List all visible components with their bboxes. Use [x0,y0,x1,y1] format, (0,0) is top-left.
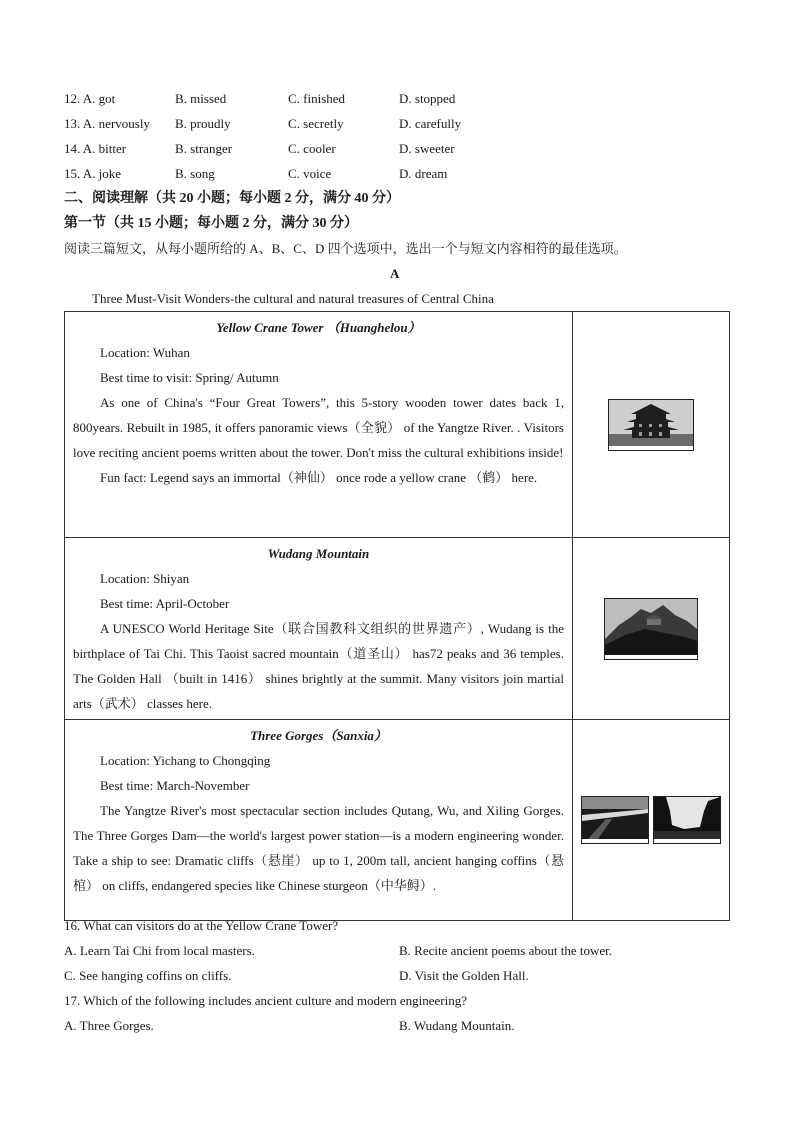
option-a: 15. A. joke [64,166,122,181]
three-gorges-photos [581,796,721,844]
option-b: B. missed [175,91,227,106]
question-17-option-b: B. Wudang Mountain. [399,1018,515,1033]
option-d: D. stopped [399,91,456,106]
wonder-title: Three Gorges（Sanxia） [250,728,387,743]
question-16-option-a: A. Learn Tai Chi from local masters. [64,943,255,958]
question-16-option-b: B. Recite ancient poems about the tower. [399,943,612,958]
option-a: 13. A. nervously [64,116,150,131]
part-heading: 第一节（共 15 小题；每小题 2 分，满分 30 分） [64,216,358,231]
wonder-location: Location: Shiyan [100,571,190,586]
question-17-option-a: A. Three Gorges. [64,1018,154,1033]
question-16-option-c: C. See hanging coffins on cliffs. [64,968,232,983]
option-c: C. voice [288,166,332,181]
wonder-text-cell [65,720,573,921]
wudang-mountain-photo [604,598,698,660]
option-d: D. dream [399,166,448,181]
option-a: 12. A. got [64,91,116,106]
wonder-description: A UNESCO World Heritage Site（联合国教科文组织的世界遗产）, Wudang is the birthplace of Tai Chi. This Taoist sacred mountain（道圣山） has72 peaks and 36 temples. The Golden Hall （built in 1416） shines brightly at the summit. Many visitors join martial arts（武术） classes here. [73,621,564,711]
option-c: C. cooler [288,141,336,156]
wonder-text-cell [65,538,573,720]
wonder-title: Yellow Crane Tower （Huanghelou） [216,320,421,335]
three-gorges-dam-photo [581,796,649,844]
wonder-description: As one of China's “Four Great Towers”, this 5-story wooden tower dates back 1, 800years. Rebuilt in 1985, it offers panoramic views（全貌） of the Yangtze River. . Visitors love reciting ancient poems written about the tower. Don't miss the cultural exhibitions inside! [73,395,564,460]
option-b: B. stranger [175,141,233,156]
question-17-stem: 17. Which of the following includes ancient culture and modern engineering? [64,993,467,1008]
wonder-text-cell [65,312,573,538]
yellow-crane-tower-photo [608,399,694,451]
wonder-description: The Yangtze River's most spectacular section includes Qutang, Wu, and Xiling Gorges. The Three Gorges Dam—the world's largest power station—is a modern engineering wonder. Take a ship to see: Dramatic cliffs（悬崖） up to 1, 200m tall, ancient hanging coffins（悬棺） on cliffs, endangered species like Chinese sturgeon（中华鲟）. [73,803,564,893]
instruction-text: 阅读三篇短文，从每小题所给的 A、B、C、D 四个选项中，选出一个与短文内容相符的最佳选项。 [64,241,627,256]
passage-letter: A [390,266,400,281]
wonder-row-wudang-mountain [65,538,730,720]
wonder-image-cell [573,312,730,538]
passage-title: Three Must-Visit Wonders-the cultural and natural treasures of Central China [92,291,494,306]
option-row-15 [64,165,584,183]
option-row-13 [64,115,584,133]
option-b: B. proudly [175,116,231,131]
option-row-12 [64,90,584,108]
option-c: C. secretly [288,116,344,131]
wonder-title: Wudang Mountain [267,546,370,561]
option-d: D. sweeter [399,141,455,156]
wonders-table [64,311,730,921]
wonder-image-cell [573,538,730,720]
wonder-best-time: Best time: March-November [100,778,250,793]
option-d: D. carefully [399,116,462,131]
wonder-row-three-gorges [65,720,730,921]
wonder-row-yellow-crane-tower [65,312,730,538]
question-16-stem: 16. What can visitors do at the Yellow Crane Tower? [64,918,339,933]
question-16-option-d: D. Visit the Golden Hall. [399,968,529,983]
wonder-location: Location: Wuhan [100,345,190,360]
option-a: 14. A. bitter [64,141,127,156]
wonder-fun-fact: Fun fact: Legend says an immortal（神仙） once rode a yellow crane （鹤） here. [100,470,538,485]
wonder-best-time: Best time to visit: Spring/ Autumn [100,370,279,385]
option-row-14 [64,140,584,158]
wonder-best-time: Best time: April-October [100,596,230,611]
option-c: C. finished [288,91,346,106]
wonder-image-cell [573,720,730,921]
three-gorges-cliffs-photo [653,796,721,844]
section-heading: 二、阅读理解（共 20 小题；每小题 2 分，满分 40 分） [64,191,400,206]
wonder-location: Location: Yichang to Chongqing [100,753,271,768]
option-b: B. song [175,166,215,181]
